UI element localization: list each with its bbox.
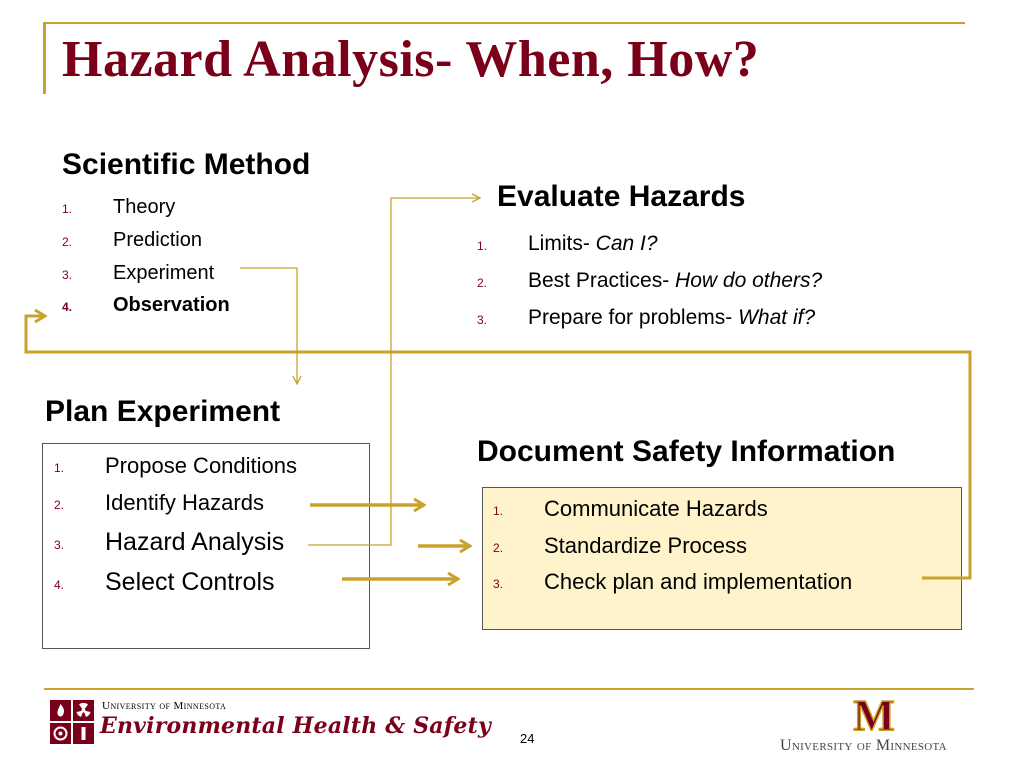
scientific-method-heading: Scientific Method <box>62 148 311 181</box>
slide-title: Hazard Analysis- When, How? <box>62 31 760 88</box>
arrow-experiment-to-plan <box>240 268 297 384</box>
footer-department: Environmental Health & Safety <box>100 713 491 739</box>
evaluate-hazards-heading: Evaluate Hazards <box>497 180 746 213</box>
ehs-hazard-icons-logo <box>50 700 96 744</box>
arrow-hazard-analysis-to-evaluate <box>308 198 480 545</box>
footer-university-small: University of Minnesota <box>102 700 227 712</box>
page-number: 24 <box>520 731 535 746</box>
footer-divider <box>44 688 974 690</box>
plan-experiment-heading: Plan Experiment <box>45 395 281 428</box>
umn-block-m-logo: M <box>853 691 895 740</box>
footer-university-wordmark: University of Minnesota <box>780 737 947 754</box>
document-safety-heading: Document Safety Information <box>477 435 896 468</box>
